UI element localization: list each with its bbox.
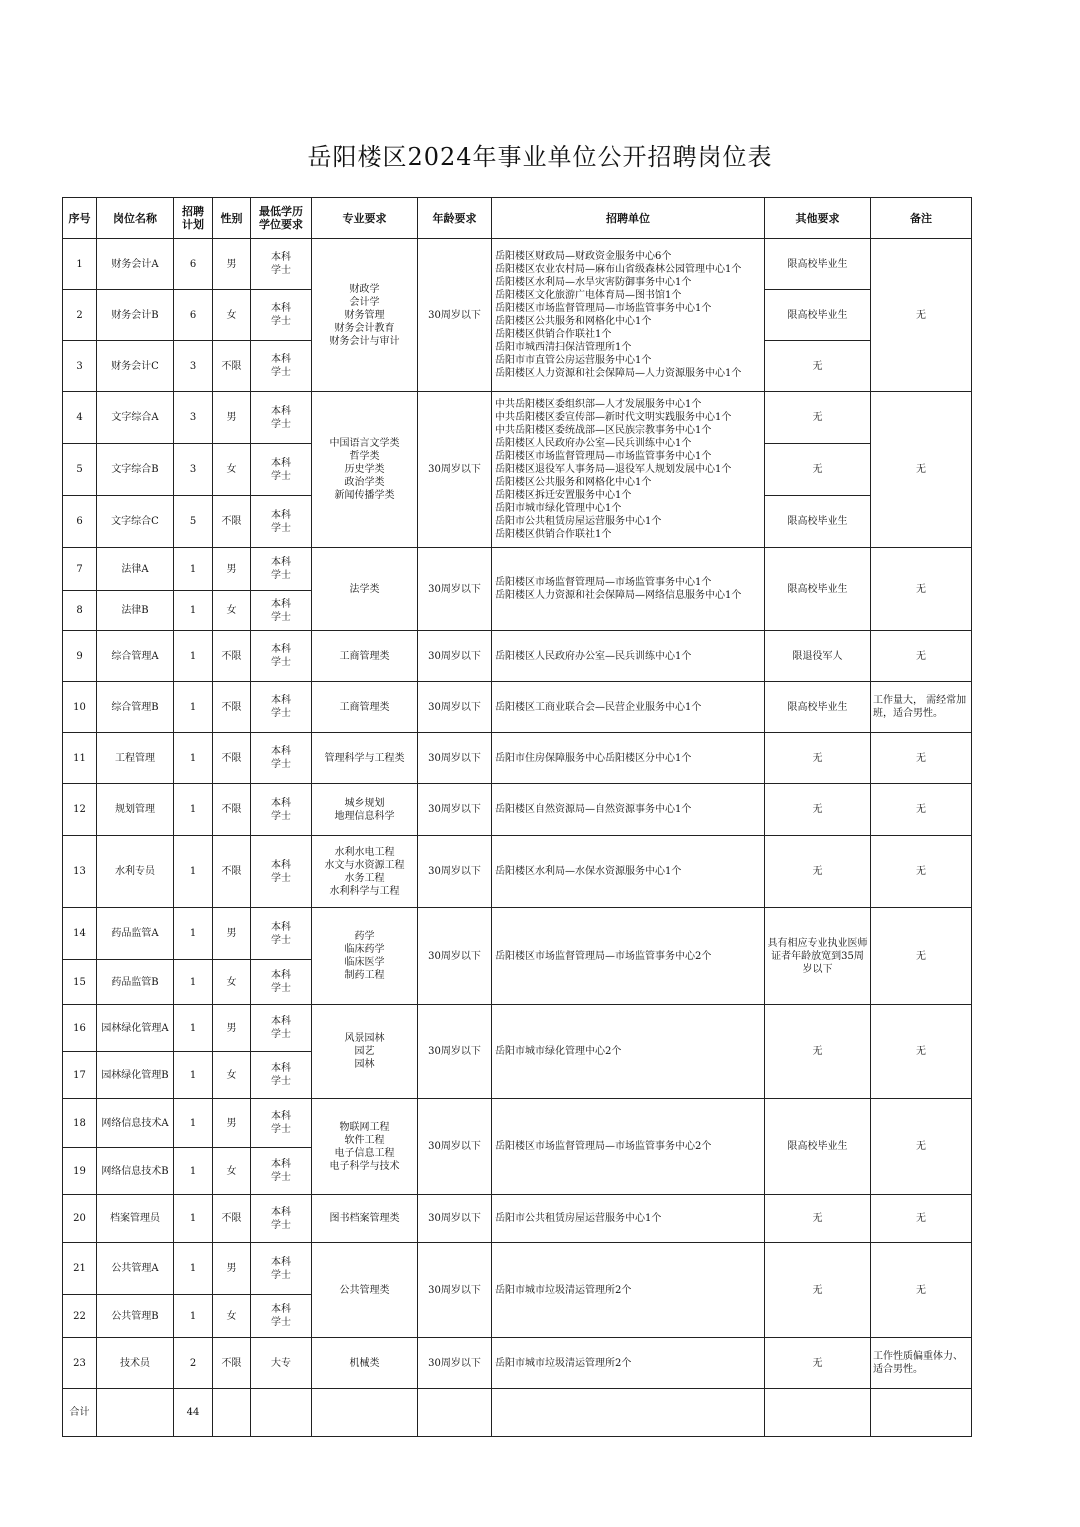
cell-plan: 1 [174, 591, 213, 631]
cell-edu: 本科 学士 [251, 960, 312, 1005]
cell-plan: 1 [174, 548, 213, 591]
cell-remark: 无 [871, 908, 972, 1005]
cell-gender: 不限 [213, 784, 251, 836]
table-row [63, 908, 972, 960]
cell-unit: 岳阳市城市垃圾清运管理所2个 [492, 1338, 765, 1389]
cell-other: 无 [765, 444, 871, 496]
cell-seq: 9 [63, 631, 97, 682]
cell-gender: 女 [213, 960, 251, 1005]
table-row [63, 1005, 972, 1052]
total-plan: 44 [174, 1389, 213, 1437]
cell-post: 综合管理B [97, 682, 174, 733]
cell-unit: 岳阳市城市垃圾清运管理所2个 [492, 1243, 765, 1338]
cell-major: 城乡规划 地理信息科学 [312, 784, 418, 836]
cell-other: 限高校毕业生 [765, 1099, 871, 1195]
cell-edu: 本科 学士 [251, 836, 312, 908]
cell-other: 限高校毕业生 [765, 682, 871, 733]
cell-unit: 岳阳楼区工商业联合会—民营企业服务中心1个 [492, 682, 765, 733]
cell-other: 限高校毕业生 [765, 239, 871, 290]
cell-plan: 1 [174, 1195, 213, 1243]
cell-remark: 无 [871, 733, 972, 784]
cell-major: 管理科学与工程类 [312, 733, 418, 784]
cell-edu: 本科 学士 [251, 1243, 312, 1295]
cell-gender: 不限 [213, 496, 251, 548]
cell-age: 30周岁以下 [418, 836, 492, 908]
cell-post: 公共管理B [97, 1295, 174, 1338]
cell-plan: 1 [174, 1052, 213, 1099]
cell-gender: 不限 [213, 341, 251, 392]
col-header-age: 年龄要求 [418, 198, 492, 239]
cell-remark: 无 [871, 548, 972, 631]
cell-seq: 13 [63, 836, 97, 908]
cell-other: 无 [765, 341, 871, 392]
cell-age: 30周岁以下 [418, 392, 492, 548]
cell-seq: 21 [63, 1243, 97, 1295]
cell-post: 园林绿化管理A [97, 1005, 174, 1052]
cell-unit: 岳阳市公共租赁房屋运营服务中心1个 [492, 1195, 765, 1243]
cell-gender: 男 [213, 1099, 251, 1148]
cell-plan: 6 [174, 239, 213, 290]
cell-age: 30周岁以下 [418, 1005, 492, 1099]
cell-edu: 本科 学士 [251, 290, 312, 341]
cell-major: 工商管理类 [312, 631, 418, 682]
cell-major: 公共管理类 [312, 1243, 418, 1338]
cell-seq: 23 [63, 1338, 97, 1389]
cell-post: 综合管理A [97, 631, 174, 682]
cell-gender: 女 [213, 1295, 251, 1338]
cell-gender: 不限 [213, 682, 251, 733]
cell-gender: 男 [213, 548, 251, 591]
col-header-seq: 序号 [63, 198, 97, 239]
cell-unit: 岳阳楼区自然资源局—自然资源事务中心1个 [492, 784, 765, 836]
cell-edu: 本科 学士 [251, 682, 312, 733]
cell-gender: 女 [213, 1148, 251, 1195]
cell-major: 药学 临床药学 临床医学 制药工程 [312, 908, 418, 1005]
cell-plan: 1 [174, 631, 213, 682]
cell-age: 30周岁以下 [418, 239, 492, 392]
cell-seq: 10 [63, 682, 97, 733]
cell-major: 工商管理类 [312, 682, 418, 733]
cell-other: 限高校毕业生 [765, 290, 871, 341]
cell-seq: 7 [63, 548, 97, 591]
cell-post: 财务会计C [97, 341, 174, 392]
cell-seq: 6 [63, 496, 97, 548]
table-row [63, 392, 972, 444]
cell-edu: 本科 学士 [251, 1148, 312, 1195]
cell-edu: 本科 学士 [251, 1052, 312, 1099]
recruitment-table [62, 197, 972, 1437]
cell-age: 30周岁以下 [418, 548, 492, 631]
cell-unit: 岳阳市住房保障服务中心岳阳楼区分中心1个 [492, 733, 765, 784]
cell-age: 30周岁以下 [418, 908, 492, 1005]
cell-edu: 本科 学士 [251, 631, 312, 682]
cell-plan: 1 [174, 682, 213, 733]
total-empty [871, 1389, 972, 1437]
cell-plan: 2 [174, 1338, 213, 1389]
cell-age: 30周岁以下 [418, 1195, 492, 1243]
table-row [63, 1099, 972, 1148]
cell-plan: 1 [174, 1295, 213, 1338]
table-row [63, 1195, 972, 1243]
cell-major: 财政学 会计学 财务管理 财务会计教育 财务会计与审计 [312, 239, 418, 392]
col-header-gender: 性别 [213, 198, 251, 239]
cell-age: 30周岁以下 [418, 682, 492, 733]
cell-post: 药品监管B [97, 960, 174, 1005]
cell-post: 法律A [97, 548, 174, 591]
cell-post: 药品监管A [97, 908, 174, 960]
cell-plan: 3 [174, 392, 213, 444]
cell-plan: 1 [174, 1005, 213, 1052]
cell-other: 无 [765, 1338, 871, 1389]
total-empty [251, 1389, 312, 1437]
cell-edu: 本科 学士 [251, 733, 312, 784]
col-header-unit: 招聘单位 [492, 198, 765, 239]
cell-gender: 女 [213, 591, 251, 631]
cell-post: 水利专员 [97, 836, 174, 908]
cell-edu: 本科 学士 [251, 341, 312, 392]
cell-plan: 1 [174, 733, 213, 784]
cell-age: 30周岁以下 [418, 733, 492, 784]
cell-gender: 男 [213, 239, 251, 290]
cell-major: 机械类 [312, 1338, 418, 1389]
table-row [63, 548, 972, 591]
cell-unit: 岳阳楼区市场监督管理局—市场监管事务中心2个 [492, 1099, 765, 1195]
cell-other: 无 [765, 1195, 871, 1243]
cell-other: 无 [765, 784, 871, 836]
cell-plan: 1 [174, 960, 213, 1005]
cell-unit: 岳阳楼区市场监督管理局—市场监管事务中心2个 [492, 908, 765, 1005]
cell-edu: 本科 学士 [251, 1295, 312, 1338]
table-row [63, 784, 972, 836]
cell-remark: 无 [871, 784, 972, 836]
cell-edu: 本科 学士 [251, 392, 312, 444]
cell-unit: 岳阳市城市绿化管理中心2个 [492, 1005, 765, 1099]
cell-edu: 本科 学士 [251, 496, 312, 548]
table-row [63, 682, 972, 733]
total-empty [492, 1389, 765, 1437]
col-header-remark: 备注 [871, 198, 972, 239]
cell-seq: 16 [63, 1005, 97, 1052]
cell-major: 水利水电工程 水文与水资源工程 水务工程 水利科学与工程 [312, 836, 418, 908]
cell-post: 法律B [97, 591, 174, 631]
cell-remark: 无 [871, 1243, 972, 1338]
cell-gender: 女 [213, 1052, 251, 1099]
cell-unit: 岳阳楼区财政局—财政资金服务中心6个 岳阳楼区农业农村局—麻布山省级森林公园管理中心1个 岳阳楼区水利局—水旱灾害防御事务中心1个 岳阳楼区文化旅游广电体育局—图书馆1个 岳阳楼区市场监督管理局—市场监管事务中心1个 岳阳楼区公共服务和网格化中心1个 岳阳楼区供销合作联社1个 岳阳市城西清扫保洁管理所1个 岳阳市市直管公房运营服务中心1个 岳阳楼区人力资源和社会保障局—人力资源服务中心1个 [492, 239, 765, 392]
cell-post: 档案管理员 [97, 1195, 174, 1243]
table-row [63, 733, 972, 784]
cell-remark: 无 [871, 239, 972, 392]
cell-age: 30周岁以下 [418, 1243, 492, 1338]
cell-edu: 大专 [251, 1338, 312, 1389]
cell-plan: 1 [174, 1243, 213, 1295]
table-row [63, 631, 972, 682]
cell-other: 限退役军人 [765, 631, 871, 682]
cell-other: 无 [765, 1243, 871, 1338]
cell-plan: 1 [174, 1148, 213, 1195]
cell-gender: 不限 [213, 1195, 251, 1243]
cell-gender: 不限 [213, 836, 251, 908]
table-row [63, 239, 972, 290]
cell-gender: 女 [213, 290, 251, 341]
cell-seq: 4 [63, 392, 97, 444]
col-header-other: 其他要求 [765, 198, 871, 239]
cell-post: 技术员 [97, 1338, 174, 1389]
cell-plan: 3 [174, 444, 213, 496]
total-row [63, 1389, 972, 1437]
cell-remark: 无 [871, 1099, 972, 1195]
cell-seq: 15 [63, 960, 97, 1005]
cell-plan: 1 [174, 836, 213, 908]
page-title: 岳阳楼区2024年事业单位公开招聘岗位表 [307, 143, 773, 171]
cell-remark: 无 [871, 631, 972, 682]
cell-remark: 无 [871, 392, 972, 548]
cell-other: 无 [765, 733, 871, 784]
cell-post: 公共管理A [97, 1243, 174, 1295]
cell-seq: 14 [63, 908, 97, 960]
cell-seq: 22 [63, 1295, 97, 1338]
cell-seq: 11 [63, 733, 97, 784]
cell-seq: 20 [63, 1195, 97, 1243]
cell-plan: 5 [174, 496, 213, 548]
cell-seq: 8 [63, 591, 97, 631]
cell-gender: 不限 [213, 1338, 251, 1389]
cell-post: 规划管理 [97, 784, 174, 836]
cell-remark: 无 [871, 1005, 972, 1099]
cell-plan: 1 [174, 908, 213, 960]
cell-remark: 无 [871, 836, 972, 908]
cell-post: 网络信息技术B [97, 1148, 174, 1195]
cell-seq: 2 [63, 290, 97, 341]
cell-plan: 3 [174, 341, 213, 392]
total-empty [213, 1389, 251, 1437]
cell-unit: 岳阳楼区市场监督管理局—市场监管事务中心1个 岳阳楼区人力资源和社会保障局—网络信息服务中心1个 [492, 548, 765, 631]
table-row [63, 836, 972, 908]
cell-edu: 本科 学士 [251, 1195, 312, 1243]
total-empty [97, 1389, 174, 1437]
table-row [63, 1338, 972, 1389]
cell-post: 财务会计B [97, 290, 174, 341]
cell-other: 限高校毕业生 [765, 496, 871, 548]
cell-remark: 工作性质偏重体力、适合男性。 [871, 1338, 972, 1389]
cell-plan: 1 [174, 1099, 213, 1148]
cell-other: 具有相应专业执业医师证者年龄放宽到35周岁以下 [765, 908, 871, 1005]
cell-post: 文字综合B [97, 444, 174, 496]
cell-gender: 男 [213, 392, 251, 444]
cell-major: 物联网工程 软件工程 电子信息工程 电子科学与技术 [312, 1099, 418, 1195]
cell-gender: 不限 [213, 631, 251, 682]
total-label: 合计 [63, 1389, 97, 1437]
col-header-plan: 招聘 计划 [174, 198, 213, 239]
cell-other: 无 [765, 836, 871, 908]
cell-gender: 男 [213, 1005, 251, 1052]
cell-major: 中国语言文学类 哲学类 历史学类 政治学类 新闻传播学类 [312, 392, 418, 548]
cell-post: 工程管理 [97, 733, 174, 784]
cell-edu: 本科 学士 [251, 239, 312, 290]
cell-seq: 19 [63, 1148, 97, 1195]
table-row [63, 1243, 972, 1295]
cell-seq: 1 [63, 239, 97, 290]
cell-edu: 本科 学士 [251, 591, 312, 631]
cell-major: 法学类 [312, 548, 418, 631]
cell-unit: 岳阳楼区人民政府办公室—民兵训练中心1个 [492, 631, 765, 682]
cell-unit: 中共岳阳楼区委组织部—人才发展服务中心1个 中共岳阳楼区委宣传部—新时代文明实践服务中心1个 中共岳阳楼区委统战部—区民族宗教事务中心1个 岳阳楼区人民政府办公室—民兵训练中心1个 岳阳楼区市场监督管理局—市场监管事务中心1个 岳阳楼区退役军人事务局—退役军人规划发展中心1个 岳阳楼区公共服务和网格化中心1个 岳阳楼区拆迁安置服务中心1个 岳阳市城市绿化管理中心1个 岳阳市公共租赁房屋运营服务中心1个 岳阳楼区供销合作联社1个 [492, 392, 765, 548]
cell-other: 限高校毕业生 [765, 548, 871, 631]
total-empty [765, 1389, 871, 1437]
col-header-post: 岗位名称 [97, 198, 174, 239]
cell-plan: 6 [174, 290, 213, 341]
cell-remark: 无 [871, 1195, 972, 1243]
cell-edu: 本科 学士 [251, 1005, 312, 1052]
cell-other: 无 [765, 1005, 871, 1099]
cell-gender: 女 [213, 444, 251, 496]
cell-post: 文字综合C [97, 496, 174, 548]
cell-major: 风景园林 园艺 园林 [312, 1005, 418, 1099]
cell-edu: 本科 学士 [251, 444, 312, 496]
cell-edu: 本科 学士 [251, 548, 312, 591]
col-header-major: 专业要求 [312, 198, 418, 239]
cell-plan: 1 [174, 784, 213, 836]
cell-seq: 17 [63, 1052, 97, 1099]
total-empty [418, 1389, 492, 1437]
cell-post: 网络信息技术A [97, 1099, 174, 1148]
cell-age: 30周岁以下 [418, 784, 492, 836]
cell-post: 财务会计A [97, 239, 174, 290]
total-empty [312, 1389, 418, 1437]
cell-seq: 5 [63, 444, 97, 496]
cell-edu: 本科 学士 [251, 1099, 312, 1148]
cell-post: 园林绿化管理B [97, 1052, 174, 1099]
cell-edu: 本科 学士 [251, 908, 312, 960]
cell-seq: 3 [63, 341, 97, 392]
cell-post: 文字综合A [97, 392, 174, 444]
cell-remark: 工作量大， 需经常加班，适合男性。 [871, 682, 972, 733]
cell-gender: 男 [213, 908, 251, 960]
cell-unit: 岳阳楼区水利局—水保水资源服务中心1个 [492, 836, 765, 908]
cell-age: 30周岁以下 [418, 1338, 492, 1389]
cell-major: 图书档案管理类 [312, 1195, 418, 1243]
cell-age: 30周岁以下 [418, 1099, 492, 1195]
cell-edu: 本科 学士 [251, 784, 312, 836]
cell-seq: 18 [63, 1099, 97, 1148]
cell-age: 30周岁以下 [418, 631, 492, 682]
cell-seq: 12 [63, 784, 97, 836]
cell-gender: 男 [213, 1243, 251, 1295]
cell-gender: 不限 [213, 733, 251, 784]
cell-other: 无 [765, 392, 871, 444]
header-row [63, 198, 972, 239]
col-header-edu: 最低学历 学位要求 [251, 198, 312, 239]
